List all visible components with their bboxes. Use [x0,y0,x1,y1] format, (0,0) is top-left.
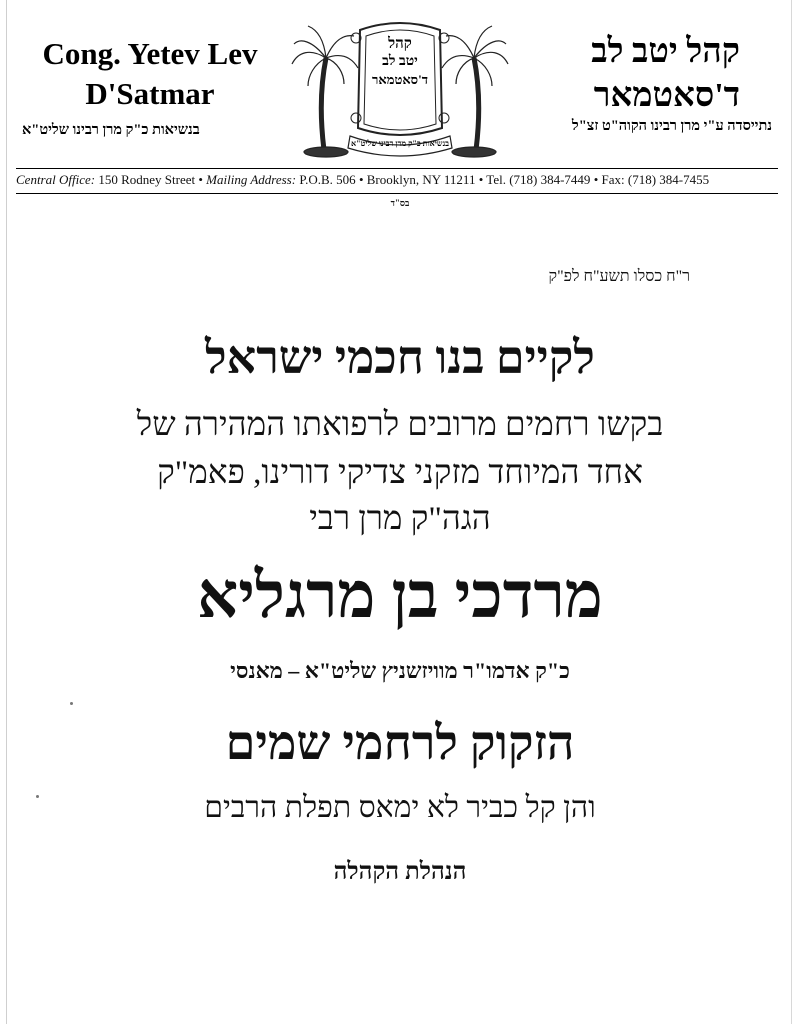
hebrew-name-line2: ד'סאטמאר [593,77,740,114]
separator: • [198,172,203,187]
telephone: Tel. (718) 384-7449 [486,172,591,187]
english-name-line1: Cong. Yetev Lev [42,36,258,71]
leadership-note: בנשיאות כ"ק מרן רבינו שליט"א [22,122,200,138]
separator: • [478,172,484,187]
needs-line: הזקוק לרחמי שמים [225,717,575,770]
separator: • [358,172,364,187]
notice-body-line2: אחד המיוחד מזקני צדיקי דורינו, פאמ"ק [157,455,643,491]
scan-speck [36,795,39,798]
separator: • [593,172,599,187]
hebrew-name-line1: קהל יטב לב [591,33,740,70]
notice-body-line1: בקשו רחמים מרובים לרפואתו המהירה של [136,407,664,443]
mailing-address-label: Mailing Address: [206,172,297,187]
patient-name: מרדכי בן מרגליא [197,560,603,631]
founded-note: נתייסדה ע"י מרן רבינו הקוה"ט זצ"ל [571,118,772,134]
fax: Fax: (718) 384-7455 [601,172,710,187]
central-office-label: Central Office: [16,172,96,187]
patient-title: כ"ק אדמו"ר מוויזשניץ שליט"א – מאנסי [230,658,570,683]
central-office-value: 150 Rodney Street [98,172,196,187]
scan-speck [70,702,73,705]
address-rule-bottom [16,193,778,194]
mailing-address-value: P.O.B. 506 [299,172,356,187]
signature: הנהלת הקהלה [333,859,467,885]
emblem-line2: יטב לב [382,54,418,69]
notice-body-line3: הגה"ק מרן רבי [309,501,491,537]
bsd-mark: בס"ד [390,198,410,208]
city: Brooklyn, NY 11211 [366,172,476,187]
emblem-ribbon: בנשיאות כ"ק מרן רבינו שליט"א [350,139,450,148]
address-rule-top [16,168,778,169]
emblem-line1: קהל [388,36,412,52]
prayer-line: והן קל כביר לא ימאס תפלת הרבים [204,791,596,824]
emblem-line3: ד'סאטמאר [372,72,428,87]
hebrew-date: ר"ח כסלו תשע"ח לפ"ק [548,268,690,285]
notice-heading: לקיים בנו חכמי ישראל [205,332,595,383]
hebrew-congregation-name [520,30,740,118]
english-name-line2: D'Satmar [85,76,215,111]
english-congregation-name [40,34,260,114]
address-bar [16,172,778,188]
